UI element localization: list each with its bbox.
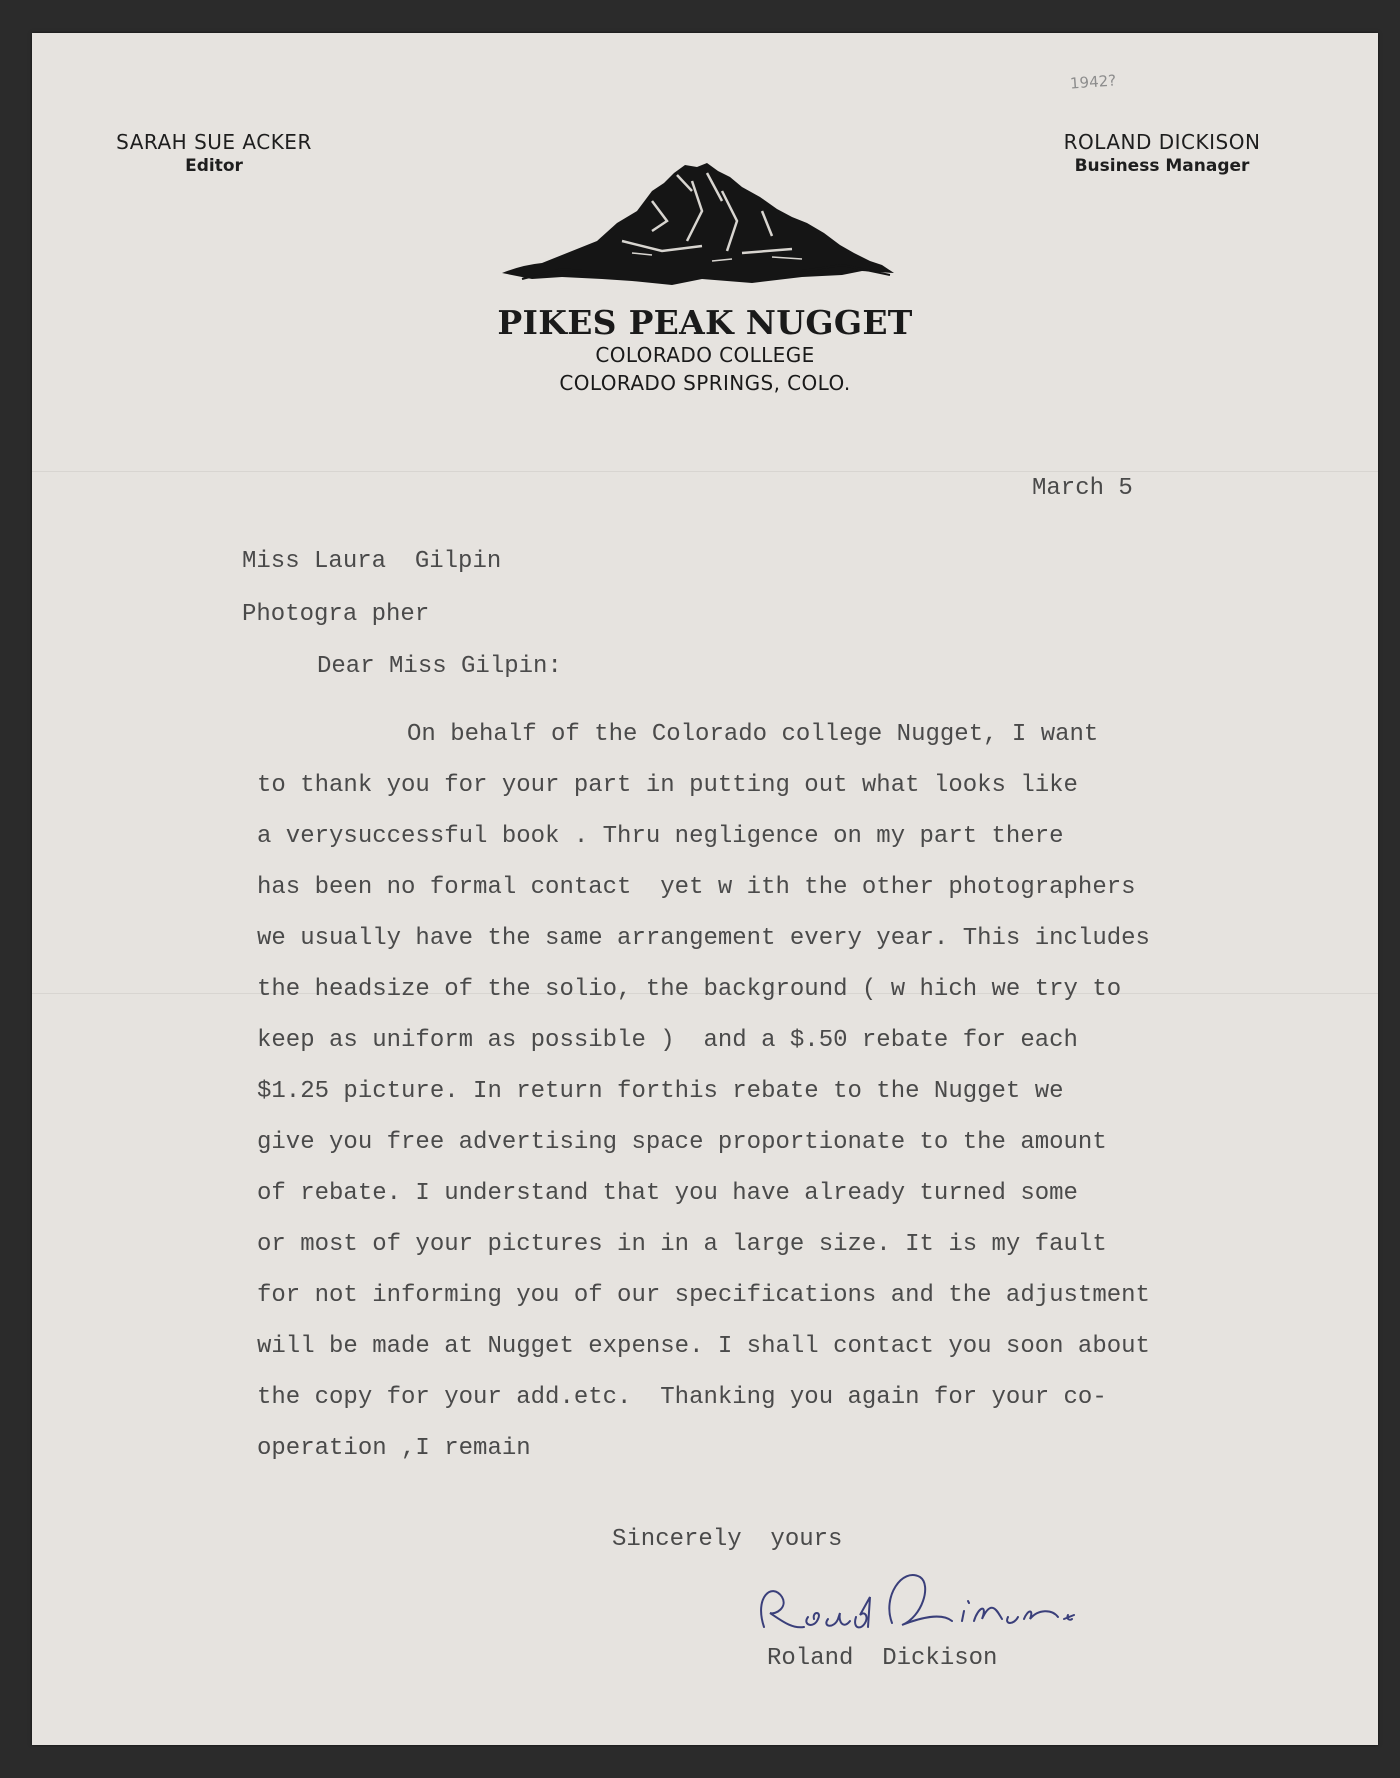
manager-name: ROLAND DICKISON bbox=[1063, 130, 1261, 154]
letter-date: March 5 bbox=[1032, 475, 1133, 502]
handwritten-signature bbox=[752, 1557, 1092, 1645]
city-line: COLORADO SPRINGS, COLO. bbox=[559, 371, 851, 395]
recipient-name: Miss Laura Gilpin bbox=[242, 548, 502, 575]
signer-name: Roland Dickison bbox=[767, 1645, 998, 1672]
body-line: $1.25 picture. In return forthis rebate to the Nugget we bbox=[257, 1078, 1064, 1105]
manager-role: Business Manager bbox=[1074, 156, 1250, 176]
body-line: or most of your pictures in in a large size. It is my fault bbox=[257, 1231, 1107, 1258]
body-line: for not informing you of our specifications and the adjustment bbox=[257, 1282, 1150, 1309]
closing: Sincerely yours bbox=[612, 1526, 843, 1553]
body-line: a verysuccessful book . Thru negligence on my part there bbox=[257, 823, 1064, 850]
body-line: to thank you for your part in putting out what looks like bbox=[257, 772, 1078, 799]
body-line: will be made at Nugget expense. I shall contact you soon about bbox=[257, 1333, 1150, 1360]
recipient-title: Photogra pher bbox=[242, 601, 430, 628]
body-line: the copy for your add.etc. Thanking you again for your co- bbox=[257, 1384, 1107, 1411]
body-line: keep as uniform as possible ) and a $.50 rebate for each bbox=[257, 1027, 1078, 1054]
body-line: operation ,I remain bbox=[257, 1435, 531, 1462]
letter-body bbox=[257, 723, 1150, 1488]
body-line: of rebate. I understand that you have already turned some bbox=[257, 1180, 1078, 1207]
salutation: Dear Miss Gilpin: bbox=[317, 653, 562, 680]
college-name: COLORADO COLLEGE bbox=[595, 343, 815, 367]
editor-name: SARAH SUE ACKER bbox=[116, 130, 312, 154]
body-line: we usually have the same arrangement every year. This includes bbox=[257, 925, 1150, 952]
pencil-date-note: 1942? bbox=[1069, 71, 1117, 93]
body-line: the headsize of the solio, the background ( w hich we try to bbox=[257, 976, 1122, 1003]
paper-fold-line bbox=[32, 471, 1378, 472]
editor-role: Editor bbox=[185, 156, 243, 176]
body-line: On behalf of the Colorado college Nugget, I want bbox=[407, 721, 1099, 748]
publication-name: PIKES PEAK NUGGET bbox=[497, 303, 913, 342]
body-line: give you free advertising space proportionate to the amount bbox=[257, 1129, 1107, 1156]
mountain-logo bbox=[502, 161, 894, 291]
body-line: has been no formal contact yet w ith the other photographers bbox=[257, 874, 1136, 901]
letter-page bbox=[32, 33, 1378, 1745]
